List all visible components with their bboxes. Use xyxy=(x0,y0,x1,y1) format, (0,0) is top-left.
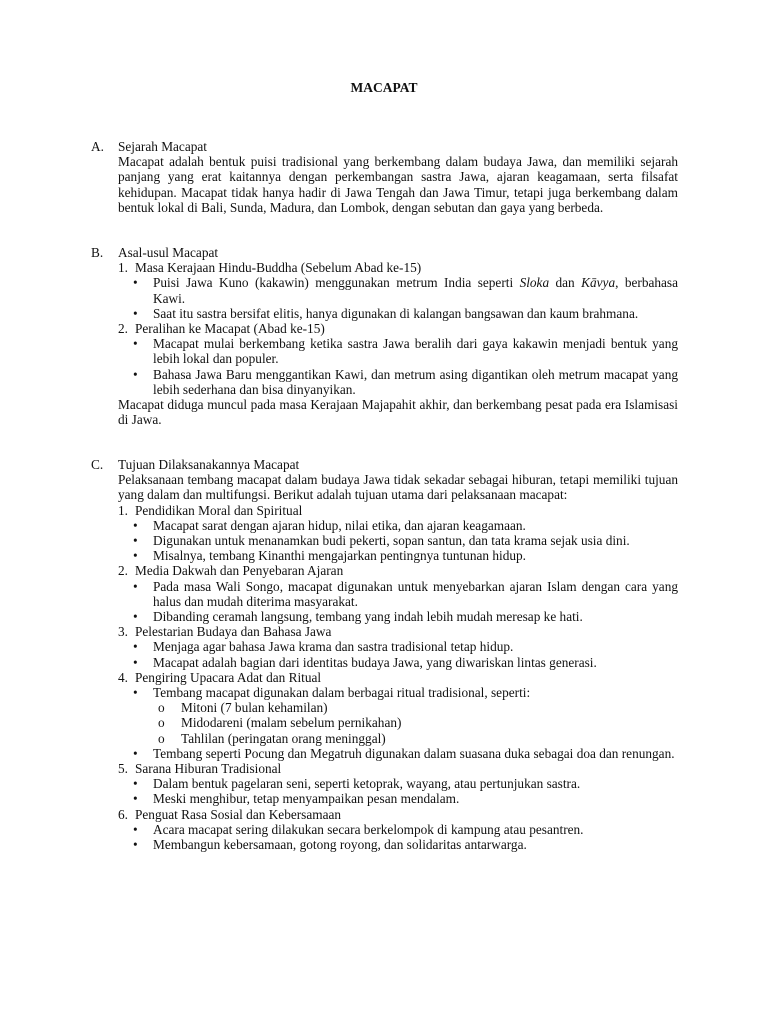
bullet-item xyxy=(91,639,678,654)
bullet-item xyxy=(91,837,678,852)
bullet-item xyxy=(91,822,678,837)
document-title: MACAPAT xyxy=(350,80,418,95)
sub-bullet-item xyxy=(91,731,678,746)
item-title: Pengiring Upacara Adat dan Ritual xyxy=(135,669,322,685)
section-a xyxy=(91,139,678,215)
bullet-icon: • xyxy=(133,275,138,291)
bullet-item xyxy=(91,685,678,700)
list-item xyxy=(91,563,678,578)
bullet-item xyxy=(91,655,678,670)
circle-bullet-icon: o xyxy=(158,715,165,731)
bullet-text: Pada masa Wali Songo, macapat digunakan untuk menyebarkan ajaran Islam dengan cara yang halus dan mudah diterima masyarakat. xyxy=(153,578,678,609)
section-a-heading xyxy=(91,139,678,154)
bullet-icon: • xyxy=(133,336,138,352)
bullet-text: Digunakan untuk menanamkan budi pekerti, sopan santun, dan tata krama sejak usia dini. xyxy=(153,533,630,549)
section-b-closing: Macapat diduga muncul pada masa Kerajaan Majapahit akhir, dan berkembang pesat pada era Islamisasi di Jawa. xyxy=(118,397,678,428)
section-c-title: Tujuan Dilaksanakannya Macapat xyxy=(118,457,300,472)
bullet-text: Misalnya, tembang Kinanthi mengajarkan pentingnya tuntunan hidup. xyxy=(153,548,526,564)
bullet-icon: • xyxy=(133,685,138,701)
list-item xyxy=(91,321,678,336)
sub-bullet-text: Midodareni (malam sebelum pernikahan) xyxy=(181,715,402,731)
bullet-item xyxy=(91,776,678,791)
bullet-text: Dibanding ceramah langsung, tembang yang indah lebih mudah meresap ke hati. xyxy=(153,609,583,625)
sub-bullet-text: Mitoni (7 bulan kehamilan) xyxy=(181,700,328,716)
bullet-icon: • xyxy=(133,791,138,807)
list-item xyxy=(91,503,678,518)
item-number: 6. xyxy=(118,806,128,822)
section-c-intro: Pelaksanaan tembang macapat dalam budaya Jawa tidak sekadar sebagai hiburan, tetapi memiliki tujuan yang dalam dan multifungsi. Berikut adalah tujuan utama dari pelaksanaan macapat: xyxy=(118,472,678,503)
bullet-item xyxy=(91,367,678,397)
bullet-text: Tembang macapat digunakan dalam berbagai ritual tradisional, seperti: xyxy=(153,685,531,701)
section-b-heading xyxy=(91,245,678,260)
list-item xyxy=(91,670,678,685)
item-number: 3. xyxy=(118,624,128,640)
section-b-title: Asal-usul Macapat xyxy=(118,245,219,260)
section-c xyxy=(91,457,678,852)
bullet-icon: • xyxy=(133,533,138,549)
bullet-item xyxy=(91,609,678,624)
bullet-item xyxy=(91,746,678,761)
section-a-paragraph: Macapat adalah bentuk puisi tradisional yang berkembang dalam budaya Jawa, dan memiliki sejarah panjang yang erat kaitannya dengan perkembangan sastra Jawa, ajaran keagamaan, serta filsafat kehidupan. Macapat tidak hanya hadir di Jawa Tengah dan Jawa Timur, tetapi juga berkembang dalam bentuk lokal di Bali, Sunda, Madura, dan Lombok, dengan sebutan dan gaya yang berbeda. xyxy=(118,154,678,215)
bullet-item xyxy=(91,275,678,305)
item-title: Pendidikan Moral dan Spiritual xyxy=(135,502,303,518)
bullet-item xyxy=(91,336,678,366)
bullet-icon: • xyxy=(133,578,138,594)
bullet-icon: • xyxy=(133,609,138,625)
section-b xyxy=(91,245,678,427)
bullet-item xyxy=(91,533,678,548)
section-a-title: Sejarah Macapat xyxy=(118,139,207,154)
item-title: Media Dakwah dan Penyebaran Ajaran xyxy=(135,563,344,579)
item-title: Masa Kerajaan Hindu-Buddha (Sebelum Abad ke-15) xyxy=(135,260,422,276)
bullet-item xyxy=(91,306,678,321)
circle-bullet-icon: o xyxy=(158,700,165,716)
bullet-text: Bahasa Jawa Baru menggantikan Kawi, dan metrum asing digantikan oleh metrum macapat yang lebih sederhana dan bisa dinyanyikan. xyxy=(153,366,678,397)
bullet-text: Macapat sarat dengan ajaran hidup, nilai etika, dan ajaran keagamaan. xyxy=(153,517,526,533)
circle-bullet-icon: o xyxy=(158,730,165,746)
list-item xyxy=(91,260,678,275)
sub-bullet-item xyxy=(91,715,678,730)
sub-bullet-item xyxy=(91,700,678,715)
item-number: 4. xyxy=(118,669,128,685)
bullet-icon: • xyxy=(133,837,138,853)
bullet-text: Meski menghibur, tetap menyampaikan pesan mendalam. xyxy=(153,791,460,807)
bullet-icon: • xyxy=(133,639,138,655)
bullet-text: Tembang seperti Pocung dan Megatruh digunakan dalam suasana duka sebagai doa dan renungan. xyxy=(153,745,675,761)
item-number: 5. xyxy=(118,761,128,777)
bullet-icon: • xyxy=(133,776,138,792)
bullet-item xyxy=(91,548,678,563)
bullet-icon: • xyxy=(133,548,138,564)
bullet-item xyxy=(91,518,678,533)
bullet-text: Dalam bentuk pagelaran seni, seperti ketoprak, wayang, atau pertunjukan sastra. xyxy=(153,776,581,792)
item-title: Sarana Hiburan Tradisional xyxy=(135,761,282,777)
bullet-icon: • xyxy=(133,745,138,761)
bullet-icon: • xyxy=(133,654,138,670)
list-item xyxy=(91,624,678,639)
item-number: 2. xyxy=(118,563,128,579)
section-b-letter: B. xyxy=(91,245,104,260)
list-item xyxy=(91,807,678,822)
bullet-text-part: dan xyxy=(549,275,582,291)
section-c-heading xyxy=(91,457,678,472)
bullet-item xyxy=(91,579,678,609)
italic-term: Kāvya xyxy=(581,275,616,291)
sub-bullet-text: Tahlilan (peringatan orang meninggal) xyxy=(181,730,386,746)
bullet-text: Macapat adalah bagian dari identitas budaya Jawa, yang diwariskan lintas generasi. xyxy=(153,654,597,670)
bullet-text-part: Puisi Jawa Kuno (kakawin) menggunakan metrum India seperti xyxy=(153,275,520,291)
item-title: Pelestarian Budaya dan Bahasa Jawa xyxy=(135,624,332,640)
section-a-letter: A. xyxy=(91,139,104,154)
italic-term: Sloka xyxy=(519,275,550,291)
section-c-letter: C. xyxy=(91,457,104,472)
item-title: Penguat Rasa Sosial dan Kebersamaan xyxy=(135,806,342,822)
list-item xyxy=(91,761,678,776)
bullet-text-part: , berbahasa Kawi. xyxy=(153,275,678,306)
bullet-text: Acara macapat sering dilakukan secara berkelompok di kampung atau pesantren. xyxy=(153,821,584,837)
bullet-item xyxy=(91,791,678,806)
bullet-icon: • xyxy=(133,366,138,382)
item-number: 1. xyxy=(118,260,128,276)
bullet-text: Saat itu sastra bersifat elitis, hanya digunakan di kalangan bangsawan dan kaum brahmana. xyxy=(153,305,639,321)
bullet-text: Membangun kebersamaan, gotong royong, dan solidaritas antarwarga. xyxy=(153,837,527,853)
bullet-icon: • xyxy=(133,305,138,321)
item-number: 2. xyxy=(118,321,128,337)
bullet-icon: • xyxy=(133,517,138,533)
item-title: Peralihan ke Macapat (Abad ke-15) xyxy=(135,321,325,337)
bullet-icon: • xyxy=(133,821,138,837)
bullet-text: Macapat mulai berkembang ketika sastra Jawa beralih dari gaya kakawin menjadi bentuk yang lebih lokal dan populer. xyxy=(153,336,678,367)
bullet-text: Menjaga agar bahasa Jawa krama dan sastra tradisional tetap hidup. xyxy=(153,639,514,655)
item-number: 1. xyxy=(118,502,128,518)
